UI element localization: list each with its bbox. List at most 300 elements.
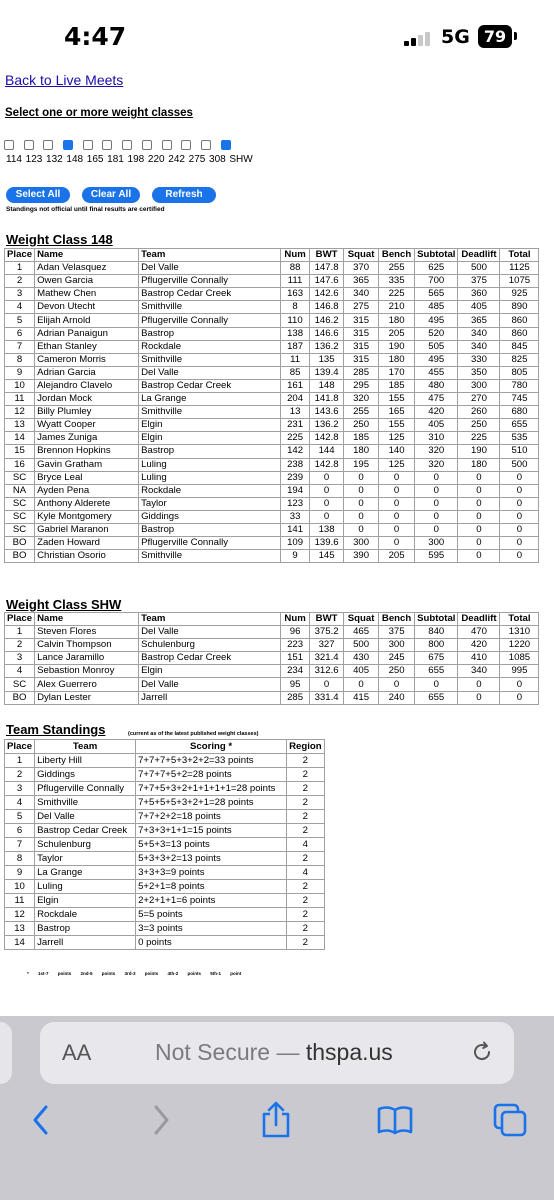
table-row xyxy=(5,796,325,810)
cell-subtotal: 495 xyxy=(415,353,458,366)
column-header-total: Total xyxy=(500,249,539,262)
weight-checkbox-181[interactable] xyxy=(102,140,112,150)
cell-team: Bastrop Cedar Creek xyxy=(139,652,281,665)
cell-scoring: 3=3 points xyxy=(136,922,287,936)
cell-name: Brennon Hopkins xyxy=(35,445,139,458)
cell-team: Pflugerville Connally xyxy=(139,537,281,550)
cell-scoring: 7+7+5+3+2+1+1+1+1=28 points xyxy=(136,782,287,796)
cell-deadlift: 260 xyxy=(458,406,500,419)
table-row xyxy=(5,301,539,314)
cell-deadlift: 420 xyxy=(458,639,500,652)
cell-total: 1220 xyxy=(500,639,539,652)
bookmarks-icon[interactable] xyxy=(375,1104,415,1136)
cell-num: 96 xyxy=(281,626,310,639)
cell-scoring: 7+7+2+2=18 points xyxy=(136,810,287,824)
cell-bwt: 321.4 xyxy=(310,652,344,665)
cell-squat: 295 xyxy=(344,379,379,392)
cell-subtotal: 840 xyxy=(415,626,458,639)
column-header-total: Total xyxy=(500,613,539,626)
weight-checkbox-shw[interactable] xyxy=(221,140,231,150)
column-header-team: Team xyxy=(139,613,281,626)
cell-region: 2 xyxy=(287,824,325,838)
cell-total: 500 xyxy=(500,458,539,471)
weight-label-148: 148 xyxy=(66,154,84,165)
cell-name: Kyle Montgomery xyxy=(35,510,139,523)
cell-region: 2 xyxy=(287,754,325,768)
cell-place: 2 xyxy=(5,768,35,782)
cell-deadlift: 330 xyxy=(458,353,500,366)
previous-tab-edge[interactable] xyxy=(0,1022,12,1084)
table-row xyxy=(5,484,539,497)
cell-subtotal: 0 xyxy=(415,497,458,510)
cell-num: 223 xyxy=(281,639,310,652)
clear-all-button[interactable]: Clear All xyxy=(82,187,140,203)
cell-region: 2 xyxy=(287,908,325,922)
table-row xyxy=(5,550,539,563)
cell-bwt: 0 xyxy=(310,678,344,691)
cell-team: Elgin xyxy=(35,894,136,908)
cell-num: 204 xyxy=(281,393,310,406)
unofficial-note: Standings not official until final results are certified xyxy=(6,206,165,213)
cell-name: Adan Velasquez xyxy=(35,262,139,275)
cell-total: 535 xyxy=(500,432,539,445)
cell-bench: 165 xyxy=(379,406,415,419)
cell-subtotal: 0 xyxy=(415,471,458,484)
cell-subtotal: 420 xyxy=(415,406,458,419)
cell-subtotal: 800 xyxy=(415,639,458,652)
cell-place: 4 xyxy=(5,665,35,678)
cell-place: 13 xyxy=(5,922,35,936)
table-row xyxy=(5,353,539,366)
reload-icon[interactable] xyxy=(470,1040,494,1064)
column-header-squat: Squat xyxy=(344,613,379,626)
cell-num: 13 xyxy=(281,406,310,419)
scoring-footnote: * 1st-7 points 2nd-5 points 3rd-3 points 4th-2 points 5th-1 point xyxy=(27,971,242,976)
cell-name: Cameron Morris xyxy=(35,353,139,366)
cell-region: 2 xyxy=(287,922,325,936)
cell-bwt: 146.2 xyxy=(310,314,344,327)
cell-bwt: 144 xyxy=(310,445,344,458)
cell-name: Elijah Arnold xyxy=(35,314,139,327)
cell-subtotal: 475 xyxy=(415,393,458,406)
cell-place: 6 xyxy=(5,824,35,838)
cell-squat: 365 xyxy=(344,275,379,288)
cell-team: Giddings xyxy=(35,768,136,782)
cell-bench: 240 xyxy=(379,691,415,704)
table-row xyxy=(5,768,325,782)
cell-bwt: 139.4 xyxy=(310,366,344,379)
table-row xyxy=(5,406,539,419)
cell-total: 995 xyxy=(500,665,539,678)
weight-checkbox-220[interactable] xyxy=(142,140,152,150)
cell-team: Smithville xyxy=(139,406,281,419)
weight-label-220: 220 xyxy=(147,154,165,165)
cell-place: 4 xyxy=(5,796,35,810)
action-buttons xyxy=(6,187,228,203)
cell-scoring: 7+7+7+5+2=28 points xyxy=(136,768,287,782)
cell-num: 163 xyxy=(281,288,310,301)
column-header-team: Team xyxy=(35,740,136,754)
cell-bench: 210 xyxy=(379,301,415,314)
cell-bench: 180 xyxy=(379,353,415,366)
cell-subtotal: 505 xyxy=(415,340,458,353)
cell-bwt: 143.6 xyxy=(310,406,344,419)
weight-checkbox-123[interactable] xyxy=(24,140,34,150)
cell-total: 0 xyxy=(500,497,539,510)
cell-deadlift: 0 xyxy=(458,523,500,536)
cell-region: 2 xyxy=(287,768,325,782)
cell-subtotal: 495 xyxy=(415,314,458,327)
cell-subtotal: 565 xyxy=(415,288,458,301)
cell-name: James Zuniga xyxy=(35,432,139,445)
cell-team: Schulenburg xyxy=(35,838,136,852)
cell-scoring: 5=5 points xyxy=(136,908,287,922)
cell-place: 1 xyxy=(5,626,35,639)
weight-class-shw-table xyxy=(4,612,539,705)
table-row xyxy=(5,626,539,639)
cell-team: Jarrell xyxy=(35,936,136,950)
table-row xyxy=(5,866,325,880)
cell-scoring: 7+3+3+1+1=15 points xyxy=(136,824,287,838)
cell-place: 6 xyxy=(5,327,35,340)
weight-checkbox-308[interactable] xyxy=(201,140,211,150)
cell-subtotal: 655 xyxy=(415,665,458,678)
column-header-bench: Bench xyxy=(379,249,415,262)
cell-num: 88 xyxy=(281,262,310,275)
table-row xyxy=(5,838,325,852)
cell-place: 3 xyxy=(5,652,35,665)
cell-name: Adrian Garcia xyxy=(35,366,139,379)
cell-squat: 0 xyxy=(344,678,379,691)
cell-team: Bastrop xyxy=(139,523,281,536)
cell-region: 2 xyxy=(287,894,325,908)
cell-squat: 185 xyxy=(344,432,379,445)
battery-icon: 79 xyxy=(478,25,512,48)
weight-checkbox-148[interactable] xyxy=(63,140,73,150)
cell-team: Bastrop Cedar Creek xyxy=(35,824,136,838)
cell-name: Mathew Chen xyxy=(35,288,139,301)
cell-num: 187 xyxy=(281,340,310,353)
weight-label-123: 123 xyxy=(25,154,43,165)
cell-team: Elgin xyxy=(139,665,281,678)
cell-bench: 225 xyxy=(379,288,415,301)
weight-label-114: 114 xyxy=(6,154,22,165)
cell-deadlift: 0 xyxy=(458,471,500,484)
table-row xyxy=(5,639,539,652)
table-row xyxy=(5,275,539,288)
cell-team: Elgin xyxy=(139,419,281,432)
cell-subtotal: 625 xyxy=(415,262,458,275)
cell-total: 860 xyxy=(500,327,539,340)
cell-place: 11 xyxy=(5,393,35,406)
page-settings-button[interactable] xyxy=(62,1040,91,1066)
cell-bench: 255 xyxy=(379,262,415,275)
cell-bwt: 327 xyxy=(310,639,344,652)
cell-squat: 0 xyxy=(344,510,379,523)
cell-subtotal: 405 xyxy=(415,419,458,432)
cell-bwt: 147.8 xyxy=(310,262,344,275)
column-header-bwt: BWT xyxy=(310,249,344,262)
cell-team: Del Valle xyxy=(139,626,281,639)
cell-bench: 300 xyxy=(379,639,415,652)
cell-subtotal: 320 xyxy=(415,458,458,471)
refresh-button[interactable]: Refresh xyxy=(152,187,216,203)
cell-subtotal: 480 xyxy=(415,379,458,392)
cell-deadlift: 0 xyxy=(458,691,500,704)
cell-subtotal: 485 xyxy=(415,301,458,314)
weight-label-132: 132 xyxy=(46,154,63,165)
weight-checkbox-114[interactable] xyxy=(4,140,14,150)
column-header-place: Place xyxy=(5,613,35,626)
cell-place: 13 xyxy=(5,419,35,432)
cell-num: 9 xyxy=(281,550,310,563)
cell-place: 3 xyxy=(5,288,35,301)
cell-place: 1 xyxy=(5,262,35,275)
cell-squat: 320 xyxy=(344,393,379,406)
column-header-name: Name xyxy=(35,249,139,262)
cell-team: Bastrop xyxy=(35,922,136,936)
cell-deadlift: 270 xyxy=(458,393,500,406)
cell-team: Del Valle xyxy=(35,810,136,824)
cell-scoring: 5+5+3=13 points xyxy=(136,838,287,852)
cell-deadlift: 250 xyxy=(458,419,500,432)
cell-bench: 375 xyxy=(379,626,415,639)
cell-bwt: 331.4 xyxy=(310,691,344,704)
cell-num: 142 xyxy=(281,445,310,458)
cell-name: Gavin Gratham xyxy=(35,458,139,471)
column-header-num: Num xyxy=(281,249,310,262)
cell-squat: 390 xyxy=(344,550,379,563)
cell-bench: 0 xyxy=(379,523,415,536)
cell-team: Pflugerville Connally xyxy=(139,275,281,288)
cell-name: Steven Flores xyxy=(35,626,139,639)
select-all-button[interactable]: Select All xyxy=(6,187,70,203)
cell-deadlift: 340 xyxy=(458,327,500,340)
weight-checkbox-275[interactable] xyxy=(181,140,191,150)
cell-place: 4 xyxy=(5,301,35,314)
weight-label-198: 198 xyxy=(127,154,145,165)
table-row xyxy=(5,691,539,704)
cell-place: 11 xyxy=(5,894,35,908)
cell-squat: 500 xyxy=(344,639,379,652)
back-to-live-meets-link[interactable]: Back to Live Meets xyxy=(5,72,124,88)
cell-place: 15 xyxy=(5,445,35,458)
cell-bwt: 312.6 xyxy=(310,665,344,678)
cell-place: 14 xyxy=(5,936,35,950)
cell-squat: 465 xyxy=(344,626,379,639)
cell-bwt: 145 xyxy=(310,550,344,563)
table-row xyxy=(5,510,539,523)
cell-bwt: 0 xyxy=(310,510,344,523)
column-header-region: Region xyxy=(287,740,325,754)
weight-checkbox-242[interactable] xyxy=(162,140,172,150)
url-prefix: Not Secure — xyxy=(155,1039,306,1065)
cell-num: 111 xyxy=(281,275,310,288)
cell-name: Sebastion Monroy xyxy=(35,665,139,678)
cell-total: 925 xyxy=(500,288,539,301)
cell-team: Jarrell xyxy=(139,691,281,704)
cell-bwt: 147.6 xyxy=(310,275,344,288)
cell-scoring: 3+3+3=9 points xyxy=(136,866,287,880)
select-weight-class-heading: Select one or more weight classes xyxy=(5,107,193,119)
team-standings-table xyxy=(4,739,325,950)
cell-name: Devon Utecht xyxy=(35,301,139,314)
cell-team: Smithville xyxy=(35,796,136,810)
cell-subtotal: 700 xyxy=(415,275,458,288)
cell-team: Bastrop Cedar Creek xyxy=(139,288,281,301)
table-row xyxy=(5,824,325,838)
cell-bench: 0 xyxy=(379,678,415,691)
table-row xyxy=(5,262,539,275)
cell-num: 141 xyxy=(281,523,310,536)
cell-place: BO xyxy=(5,537,35,550)
cell-team: Luling xyxy=(139,471,281,484)
cell-deadlift: 0 xyxy=(458,537,500,550)
cell-name: Billy Plumley xyxy=(35,406,139,419)
cell-name: Zaden Howard xyxy=(35,537,139,550)
cell-team: Smithville xyxy=(139,301,281,314)
url-display[interactable] xyxy=(155,1039,393,1066)
cell-total: 845 xyxy=(500,340,539,353)
cell-bwt: 0 xyxy=(310,484,344,497)
cell-squat: 430 xyxy=(344,652,379,665)
cell-bench: 205 xyxy=(379,550,415,563)
back-chevron-icon[interactable] xyxy=(30,1104,52,1136)
cell-squat: 285 xyxy=(344,366,379,379)
table-row xyxy=(5,880,325,894)
cell-region: 2 xyxy=(287,936,325,950)
cell-team: Rockdale xyxy=(139,484,281,497)
cell-place: 1 xyxy=(5,754,35,768)
cell-squat: 415 xyxy=(344,691,379,704)
cell-place: 5 xyxy=(5,314,35,327)
cell-name: Bryce Leal xyxy=(35,471,139,484)
cell-team: Liberty Hill xyxy=(35,754,136,768)
cell-place: 10 xyxy=(5,880,35,894)
weight-class-labels xyxy=(6,154,256,165)
weight-label-242: 242 xyxy=(168,154,185,165)
cell-place: 14 xyxy=(5,432,35,445)
cell-team: La Grange xyxy=(139,393,281,406)
cell-bwt: 142.8 xyxy=(310,458,344,471)
cell-subtotal: 595 xyxy=(415,550,458,563)
cell-deadlift: 0 xyxy=(458,678,500,691)
cell-num: 239 xyxy=(281,471,310,484)
table-row xyxy=(5,810,325,824)
cell-squat: 405 xyxy=(344,665,379,678)
cell-bwt: 148 xyxy=(310,379,344,392)
cell-deadlift: 0 xyxy=(458,484,500,497)
table-row xyxy=(5,288,539,301)
cell-place: 5 xyxy=(5,810,35,824)
cell-bench: 185 xyxy=(379,379,415,392)
cell-subtotal: 655 xyxy=(415,691,458,704)
cell-name: Owen Garcia xyxy=(35,275,139,288)
cell-team: Elgin xyxy=(139,432,281,445)
cell-total: 745 xyxy=(500,393,539,406)
weight-label-275: 275 xyxy=(188,154,206,165)
cell-name: Alejandro Clavelo xyxy=(35,379,139,392)
cell-team: Schulenburg xyxy=(139,639,281,652)
table-row xyxy=(5,922,325,936)
cell-total: 680 xyxy=(500,406,539,419)
column-header-num: Num xyxy=(281,613,310,626)
share-icon[interactable] xyxy=(258,1100,294,1140)
cell-num: 231 xyxy=(281,419,310,432)
forward-chevron-icon[interactable] xyxy=(150,1104,172,1136)
cell-place: 3 xyxy=(5,782,35,796)
cell-num: 285 xyxy=(281,691,310,704)
cell-subtotal: 0 xyxy=(415,510,458,523)
cell-place: BO xyxy=(5,550,35,563)
cell-bench: 125 xyxy=(379,432,415,445)
weight-checkbox-198[interactable] xyxy=(122,140,132,150)
cell-scoring: 5+2+1=8 points xyxy=(136,880,287,894)
table-row xyxy=(5,314,539,327)
cell-total: 1085 xyxy=(500,652,539,665)
table-row xyxy=(5,665,539,678)
table-row xyxy=(5,852,325,866)
table-row xyxy=(5,393,539,406)
cell-subtotal: 0 xyxy=(415,484,458,497)
cell-place: SC xyxy=(5,471,35,484)
cell-deadlift: 375 xyxy=(458,275,500,288)
cell-deadlift: 340 xyxy=(458,665,500,678)
cell-total: 1310 xyxy=(500,626,539,639)
cell-place: 12 xyxy=(5,406,35,419)
column-header-subtotal: Subtotal xyxy=(415,613,458,626)
table-row xyxy=(5,894,325,908)
cell-place: SC xyxy=(5,678,35,691)
cell-num: 123 xyxy=(281,497,310,510)
cell-place: 10 xyxy=(5,379,35,392)
cell-squat: 370 xyxy=(344,262,379,275)
cell-place: NA xyxy=(5,484,35,497)
table-row xyxy=(5,908,325,922)
cell-deadlift: 470 xyxy=(458,626,500,639)
column-header-deadlift: Deadlift xyxy=(458,249,500,262)
team-standings-title: Team Standings xyxy=(6,722,106,737)
cell-num: 11 xyxy=(281,353,310,366)
cell-team: Del Valle xyxy=(139,366,281,379)
cell-scoring: 7+7+7+5+3+2+2=33 points xyxy=(136,754,287,768)
cell-deadlift: 0 xyxy=(458,510,500,523)
table-row xyxy=(5,678,539,691)
weight-checkbox-165[interactable] xyxy=(83,140,93,150)
weight-checkbox-132[interactable] xyxy=(43,140,53,150)
cell-scoring: 0 points xyxy=(136,936,287,950)
cell-squat: 315 xyxy=(344,340,379,353)
cell-bench: 0 xyxy=(379,484,415,497)
cell-total: 0 xyxy=(500,678,539,691)
cell-place: BO xyxy=(5,691,35,704)
cell-bwt: 136.2 xyxy=(310,419,344,432)
cell-bench: 190 xyxy=(379,340,415,353)
cell-name: Adrian Panaigun xyxy=(35,327,139,340)
cell-team: Bastrop Cedar Creek xyxy=(139,379,281,392)
header-row xyxy=(5,740,325,754)
weight-class-148-table xyxy=(4,248,539,563)
cell-deadlift: 225 xyxy=(458,432,500,445)
cell-total: 0 xyxy=(500,523,539,536)
cell-subtotal: 0 xyxy=(415,678,458,691)
cell-num: 109 xyxy=(281,537,310,550)
cell-num: 194 xyxy=(281,484,310,497)
cell-bwt: 136.2 xyxy=(310,340,344,353)
cell-subtotal: 520 xyxy=(415,327,458,340)
tabs-icon[interactable] xyxy=(492,1102,528,1138)
column-header-bench: Bench xyxy=(379,613,415,626)
